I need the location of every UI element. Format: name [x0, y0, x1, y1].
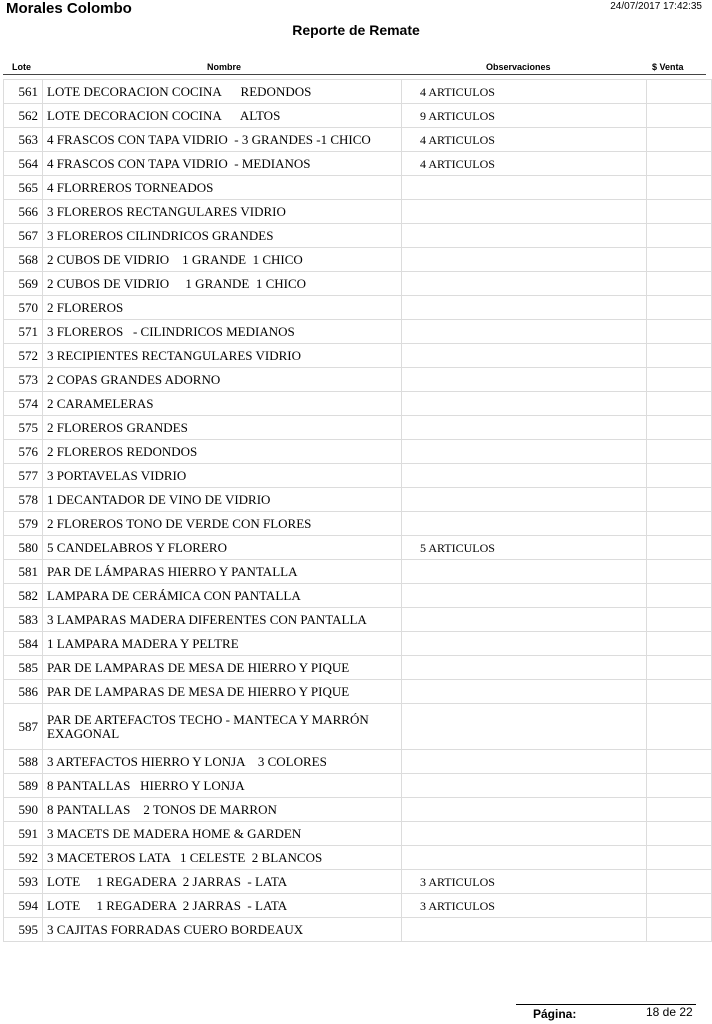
- table-row: [4, 656, 712, 680]
- table-row: [4, 392, 712, 416]
- table-row: [4, 104, 712, 128]
- venta-cell: [647, 584, 712, 608]
- lote-cell: 588: [4, 750, 43, 774]
- table-row: [4, 918, 712, 942]
- lote-cell: 572: [4, 344, 43, 368]
- nombre-cell: 2 CUBOS DE VIDRIO 1 GRANDE 1 CHICO: [43, 272, 402, 296]
- observaciones-cell: [402, 680, 647, 704]
- nombre-cell: LAMPARA DE CERÁMICA CON PANTALLA: [43, 584, 402, 608]
- venta-cell: [647, 344, 712, 368]
- nombre-cell: 1 LAMPARA MADERA Y PELTRE: [43, 632, 402, 656]
- nombre-cell: 4 FLORREROS TORNEADOS: [43, 176, 402, 200]
- table-row: [4, 704, 712, 750]
- lote-cell: 573: [4, 368, 43, 392]
- observaciones-cell: 3 ARTICULOS: [402, 870, 647, 894]
- venta-cell: [647, 774, 712, 798]
- column-header-nombre: Nombre: [207, 62, 242, 72]
- observaciones-cell: [402, 392, 647, 416]
- lote-cell: 575: [4, 416, 43, 440]
- observaciones-cell: [402, 224, 647, 248]
- venta-cell: [647, 272, 712, 296]
- table-row: [4, 798, 712, 822]
- table-row: [4, 774, 712, 798]
- report-title: Reporte de Remate: [292, 22, 420, 38]
- observaciones-cell: 4 ARTICULOS: [402, 80, 647, 104]
- nombre-cell: 2 FLOREROS GRANDES: [43, 416, 402, 440]
- venta-cell: [647, 152, 712, 176]
- observaciones-cell: [402, 822, 647, 846]
- nombre-cell: 3 PORTAVELAS VIDRIO: [43, 464, 402, 488]
- table-row: [4, 822, 712, 846]
- table-row: [4, 272, 712, 296]
- observaciones-cell: [402, 368, 647, 392]
- lote-cell: 593: [4, 870, 43, 894]
- observaciones-cell: [402, 272, 647, 296]
- table-row: [4, 560, 712, 584]
- nombre-cell: 3 FLOREROS - CILINDRICOS MEDIANOS: [43, 320, 402, 344]
- lote-cell: 583: [4, 608, 43, 632]
- lote-cell: 577: [4, 464, 43, 488]
- header-divider: [3, 74, 706, 75]
- venta-cell: [647, 560, 712, 584]
- table-row: [4, 344, 712, 368]
- observaciones-cell: [402, 584, 647, 608]
- lote-cell: 585: [4, 656, 43, 680]
- table-row: [4, 512, 712, 536]
- lote-cell: 574: [4, 392, 43, 416]
- lote-cell: 571: [4, 320, 43, 344]
- observaciones-cell: [402, 464, 647, 488]
- table-row: [4, 176, 712, 200]
- observaciones-cell: [402, 344, 647, 368]
- nombre-cell: 1 DECANTADOR DE VINO DE VIDRIO: [43, 488, 402, 512]
- lote-cell: 578: [4, 488, 43, 512]
- table-row: [4, 440, 712, 464]
- venta-cell: [647, 80, 712, 104]
- venta-cell: [647, 822, 712, 846]
- venta-cell: [647, 798, 712, 822]
- lote-cell: 568: [4, 248, 43, 272]
- table-row: [4, 870, 712, 894]
- column-header-venta: $ Venta: [652, 62, 684, 72]
- nombre-cell: PAR DE LÁMPARAS HIERRO Y PANTALLA: [43, 560, 402, 584]
- venta-cell: [647, 680, 712, 704]
- nombre-cell: 3 FLOREROS RECTANGULARES VIDRIO: [43, 200, 402, 224]
- venta-cell: [647, 128, 712, 152]
- table-row: [4, 296, 712, 320]
- lote-cell: 582: [4, 584, 43, 608]
- venta-cell: [647, 632, 712, 656]
- observaciones-cell: [402, 704, 647, 750]
- lote-cell: 569: [4, 272, 43, 296]
- nombre-cell: PAR DE LAMPARAS DE MESA DE HIERRO Y PIQUE: [43, 656, 402, 680]
- venta-cell: [647, 894, 712, 918]
- observaciones-cell: [402, 296, 647, 320]
- table-row: [4, 894, 712, 918]
- nombre-cell: 3 LAMPARAS MADERA DIFERENTES CON PANTALLA: [43, 608, 402, 632]
- observaciones-cell: [402, 846, 647, 870]
- venta-cell: [647, 536, 712, 560]
- observaciones-cell: [402, 320, 647, 344]
- lote-cell: 589: [4, 774, 43, 798]
- table-row: [4, 608, 712, 632]
- table-row: [4, 416, 712, 440]
- nombre-cell: 3 CAJITAS FORRADAS CUERO BORDEAUX: [43, 918, 402, 942]
- nombre-cell: 8 PANTALLAS 2 TONOS DE MARRON: [43, 798, 402, 822]
- nombre-cell: 3 MACETS DE MADERA HOME & GARDEN: [43, 822, 402, 846]
- nombre-cell: 8 PANTALLAS HIERRO Y LONJA: [43, 774, 402, 798]
- venta-cell: [647, 392, 712, 416]
- observaciones-cell: 9 ARTICULOS: [402, 104, 647, 128]
- company-name: Morales Colombo: [6, 0, 132, 17]
- venta-cell: [647, 704, 712, 750]
- observaciones-cell: [402, 248, 647, 272]
- observaciones-cell: [402, 774, 647, 798]
- nombre-cell: 3 MACETEROS LATA 1 CELESTE 2 BLANCOS: [43, 846, 402, 870]
- observaciones-cell: [402, 512, 647, 536]
- observaciones-cell: [402, 176, 647, 200]
- venta-cell: [647, 104, 712, 128]
- nombre-cell: 4 FRASCOS CON TAPA VIDRIO - MEDIANOS: [43, 152, 402, 176]
- observaciones-cell: [402, 656, 647, 680]
- nombre-cell: 3 ARTEFACTOS HIERRO Y LONJA 3 COLORES: [43, 750, 402, 774]
- report-datetime: 24/07/2017 17:42:35: [610, 1, 702, 12]
- table-row: [4, 680, 712, 704]
- lote-cell: 561: [4, 80, 43, 104]
- observaciones-cell: [402, 608, 647, 632]
- nombre-cell: PAR DE ARTEFACTOS TECHO - MANTECA Y MARRÓN EXAGONAL: [43, 704, 402, 750]
- table-row: [4, 152, 712, 176]
- observaciones-cell: [402, 632, 647, 656]
- venta-cell: [647, 320, 712, 344]
- lote-cell: 592: [4, 846, 43, 870]
- lote-cell: 563: [4, 128, 43, 152]
- lote-cell: 565: [4, 176, 43, 200]
- lote-cell: 567: [4, 224, 43, 248]
- observaciones-cell: [402, 440, 647, 464]
- table-row: [4, 750, 712, 774]
- venta-cell: [647, 656, 712, 680]
- lote-cell: 581: [4, 560, 43, 584]
- table-row: [4, 584, 712, 608]
- venta-cell: [647, 416, 712, 440]
- observaciones-cell: [402, 918, 647, 942]
- page-label: Página:: [533, 1007, 577, 1021]
- nombre-cell: 3 RECIPIENTES RECTANGULARES VIDRIO: [43, 344, 402, 368]
- venta-cell: [647, 918, 712, 942]
- observaciones-cell: [402, 200, 647, 224]
- venta-cell: [647, 296, 712, 320]
- observaciones-cell: [402, 560, 647, 584]
- lote-cell: 590: [4, 798, 43, 822]
- observaciones-cell: 4 ARTICULOS: [402, 152, 647, 176]
- observaciones-cell: [402, 798, 647, 822]
- venta-cell: [647, 512, 712, 536]
- lots-table: [3, 79, 712, 942]
- nombre-cell: LOTE 1 REGADERA 2 JARRAS - LATA: [43, 870, 402, 894]
- column-header-lote: Lote: [12, 62, 31, 72]
- nombre-cell: 2 CUBOS DE VIDRIO 1 GRANDE 1 CHICO: [43, 248, 402, 272]
- column-header-observaciones: Observaciones: [486, 62, 551, 72]
- lote-cell: 580: [4, 536, 43, 560]
- nombre-cell: 4 FRASCOS CON TAPA VIDRIO - 3 GRANDES -1 CHICO: [43, 128, 402, 152]
- lote-cell: 579: [4, 512, 43, 536]
- venta-cell: [647, 608, 712, 632]
- lote-cell: 591: [4, 822, 43, 846]
- nombre-cell: LOTE 1 REGADERA 2 JARRAS - LATA: [43, 894, 402, 918]
- venta-cell: [647, 368, 712, 392]
- table-row: [4, 200, 712, 224]
- page-number: 18 de 22: [646, 1005, 693, 1019]
- nombre-cell: 2 FLOREROS: [43, 296, 402, 320]
- table-row: [4, 368, 712, 392]
- nombre-cell: 2 CARAMELERAS: [43, 392, 402, 416]
- nombre-cell: 3 FLOREROS CILINDRICOS GRANDES: [43, 224, 402, 248]
- lote-cell: 586: [4, 680, 43, 704]
- table-row: [4, 632, 712, 656]
- lote-cell: 566: [4, 200, 43, 224]
- observaciones-cell: 5 ARTICULOS: [402, 536, 647, 560]
- table-row: [4, 536, 712, 560]
- lote-cell: 562: [4, 104, 43, 128]
- venta-cell: [647, 248, 712, 272]
- venta-cell: [647, 224, 712, 248]
- venta-cell: [647, 176, 712, 200]
- observaciones-cell: [402, 750, 647, 774]
- nombre-cell: 2 FLOREROS TONO DE VERDE CON FLORES: [43, 512, 402, 536]
- venta-cell: [647, 870, 712, 894]
- observaciones-cell: 4 ARTICULOS: [402, 128, 647, 152]
- lote-cell: 587: [4, 704, 43, 750]
- lote-cell: 595: [4, 918, 43, 942]
- lote-cell: 584: [4, 632, 43, 656]
- lote-cell: 564: [4, 152, 43, 176]
- venta-cell: [647, 200, 712, 224]
- nombre-cell: 2 FLOREROS REDONDOS: [43, 440, 402, 464]
- table-row: [4, 464, 712, 488]
- table-row: [4, 846, 712, 870]
- venta-cell: [647, 750, 712, 774]
- lote-cell: 576: [4, 440, 43, 464]
- venta-cell: [647, 488, 712, 512]
- table-row: [4, 488, 712, 512]
- observaciones-cell: [402, 488, 647, 512]
- table-row: [4, 320, 712, 344]
- nombre-cell: PAR DE LAMPARAS DE MESA DE HIERRO Y PIQUE: [43, 680, 402, 704]
- venta-cell: [647, 846, 712, 870]
- table-row: [4, 80, 712, 104]
- table-row: [4, 248, 712, 272]
- nombre-cell: LOTE DECORACION COCINA ALTOS: [43, 104, 402, 128]
- table-row: [4, 224, 712, 248]
- observaciones-cell: 3 ARTICULOS: [402, 894, 647, 918]
- table-row: [4, 128, 712, 152]
- venta-cell: [647, 464, 712, 488]
- lote-cell: 570: [4, 296, 43, 320]
- nombre-cell: 5 CANDELABROS Y FLORERO: [43, 536, 402, 560]
- lote-cell: 594: [4, 894, 43, 918]
- observaciones-cell: [402, 416, 647, 440]
- nombre-cell: 2 COPAS GRANDES ADORNO: [43, 368, 402, 392]
- nombre-cell: LOTE DECORACION COCINA REDONDOS: [43, 80, 402, 104]
- venta-cell: [647, 440, 712, 464]
